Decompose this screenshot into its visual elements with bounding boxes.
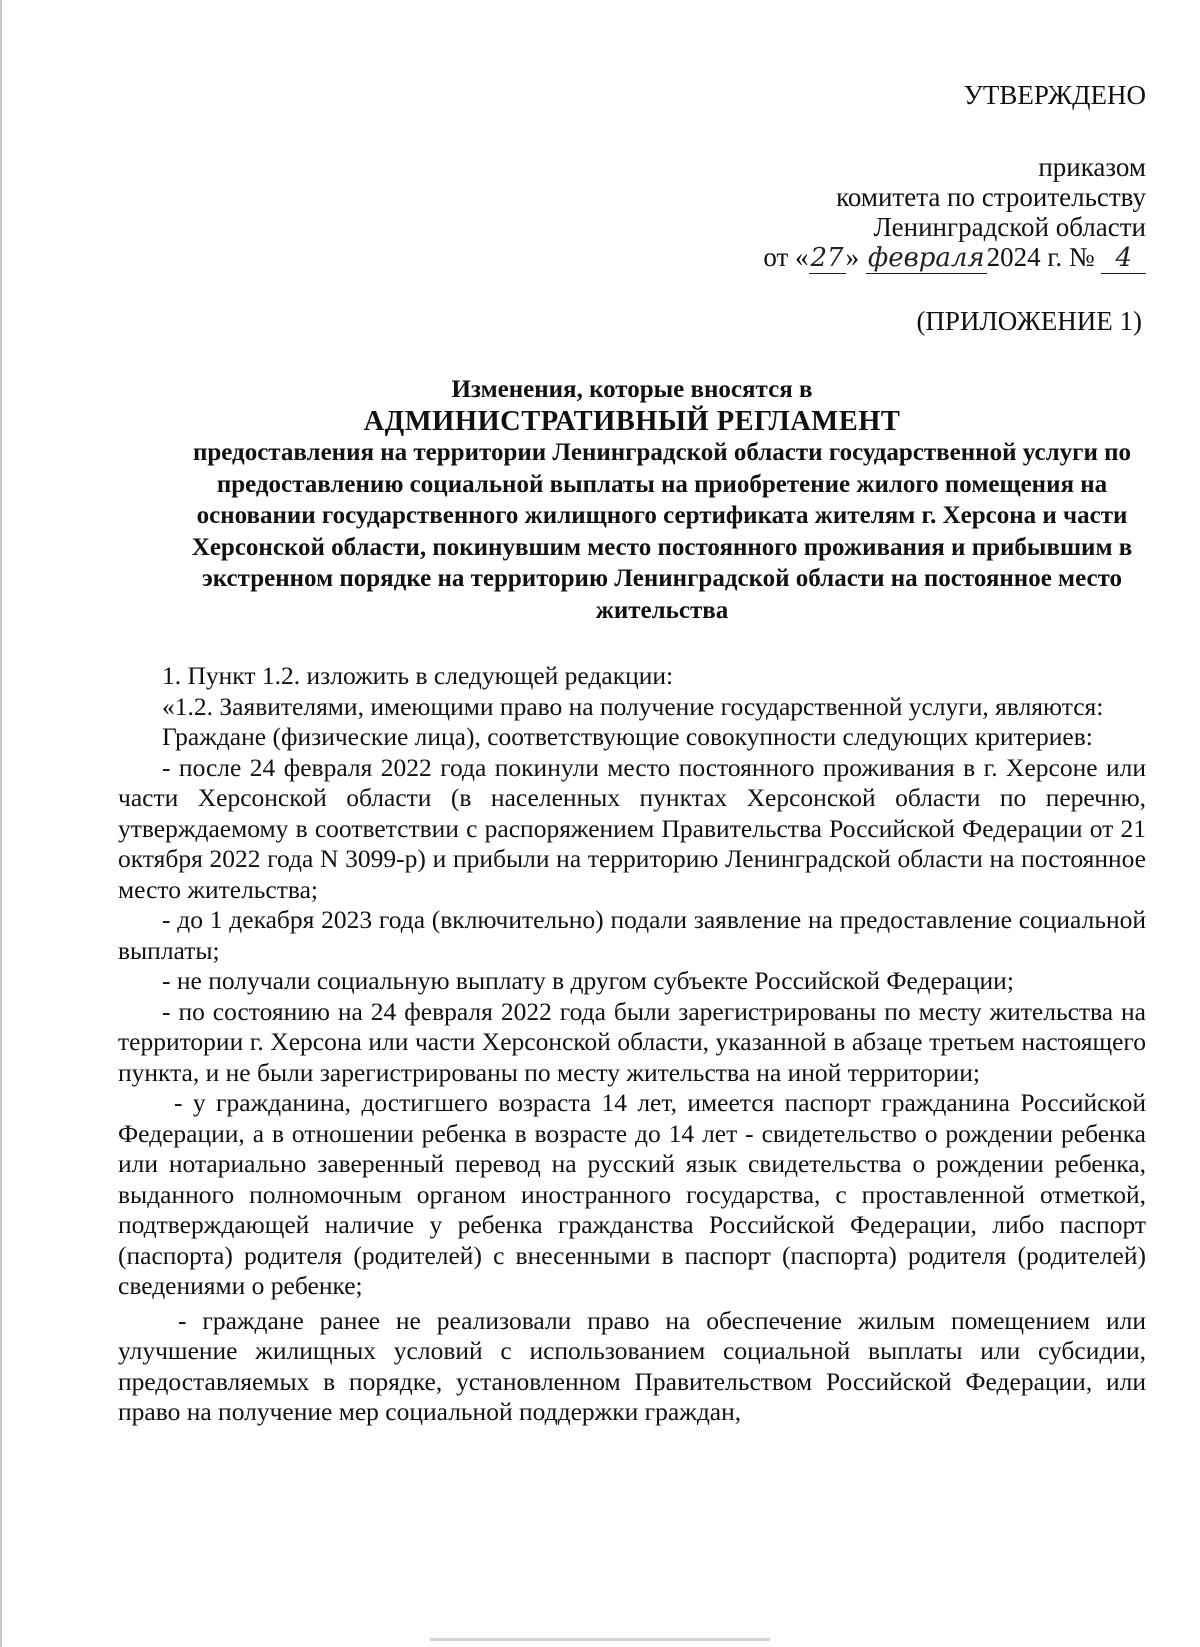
- paragraph-criterion-housing-right: - граждане ранее не реализовали право на обеспечение жилым помещением или улучшение жилищных условий с использованием социальной выплаты или субсидии, предоставляемых в порядке, установленном Правительством Российской Федерации, или право на получение мер социальной поддержки граждан,: [118, 1305, 1146, 1426]
- document-page: [118, 0, 1146, 1647]
- handwritten-day: 27: [810, 243, 844, 273]
- date-prefix: от «: [763, 242, 809, 272]
- paragraph-criterion-registration: - по состоянию на 24 февраля 2022 года были зарегистрированы по месту жительства на территории г. Херсона или части Херсонской области, указанной в абзаце третьем настоящего пункта, и не были зарегистрированы по месту жительства на иной территории;: [118, 996, 1146, 1087]
- heading-regulation-subject: предоставления на территории Ленинградской области государственной услуги по предоставлению социальной выплаты на приобретение жилого помещения на основании государственного жилищного сертификата жителям г. Херсона и части Херсонской области, покинувшим место постоянного проживания и прибывшим в экстренном порядке на территорию Ленинградской области на постоянное место жительства: [191, 439, 1133, 624]
- approval-stamp-block: [763, 80, 1146, 273]
- heading-intro: Изменения, которые вносятся в: [451, 376, 813, 403]
- paragraph-item-1: 1. Пункт 1.2. изложить в следующей редакции:: [162, 661, 674, 690]
- approval-region-line: Ленинградской области: [873, 212, 1146, 242]
- paragraph-criterion-passport: - у гражданина, достигшего возраста 14 лет, имеется паспорт гражданина Российской Федерации, а в отношении ребенка в возрасте до 14 лет - свидетельство о рождении ребенка или нотариально заверенный перевод на русский язык свидетельства о рождении ребенка, выданного полномочным органом иностранного государства, с проставленной отметкой, подтверждающей наличие у ребенка гражданства Российской Федерации, либо паспорт (паспорта) родителя (родителей) с внесенными в паспорт (паспорта) родителя (родителей) сведениями о ребенке;: [118, 1088, 1146, 1300]
- document-heading: [118, 374, 1146, 626]
- heading-regulation-title: АДМИНИСТРАТИВНЫЙ РЕГЛАМЕНТ: [363, 405, 901, 437]
- paragraph-applicants: «1.2. Заявителями, имеющими право на получение государственной услуги, являются:: [162, 691, 1104, 721]
- annex-label: (ПРИЛОЖЕНИЕ 1): [916, 306, 1142, 336]
- approval-title: УТВЕРЖДЕНО: [963, 80, 1146, 110]
- handwritten-order-number: 4: [1101, 243, 1146, 274]
- paragraph-criterion-no-payment: - не получали социальную выплату в другом субъекте Российской Федерации;: [162, 966, 1014, 995]
- approval-committee-line: комитета по строительству: [836, 182, 1146, 212]
- approval-date-line: [763, 242, 1146, 273]
- approval-order-line: приказом: [1038, 152, 1146, 182]
- scan-edge: [0, 0, 2, 1647]
- date-year: 2024 г. №: [986, 242, 1095, 272]
- paragraph-criteria-intro: Граждане (физические лица), соответствующие совокупности следующих критериев:: [162, 722, 1093, 751]
- handwritten-month: февраля: [867, 243, 985, 273]
- date-mid: »: [845, 242, 860, 272]
- document-body: [118, 657, 1146, 1428]
- paragraph-criterion-application-date: - до 1 декабря 2023 года (включительно) подали заявление на предоставление социальной выплаты;: [118, 905, 1146, 965]
- paragraph-criterion-left-residence: - после 24 февраля 2022 года покинули место постоянного проживания в г. Херсоне или части Херсонской области (в населенных пунктах Херсонской области по перечню, утверждаемому в соответствии с распоряжением Правительства Российской Федерации от 21 октября 2022 года N 3099-р) и прибыли на территорию Ленинградской области на постоянное место жительства;: [118, 752, 1146, 904]
